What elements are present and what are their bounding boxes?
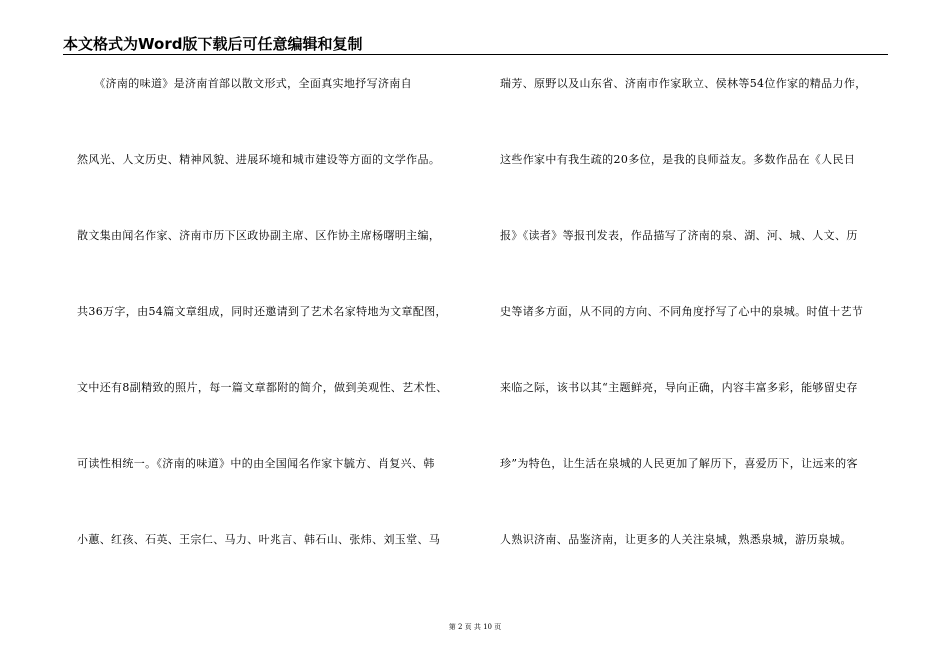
document-header-title: 本文格式为Word版下载后可任意编辑和复制 — [63, 35, 363, 53]
text-line: 珍”为特色，让生活在泉城的人民更加了解历下，喜爱历下，让远来的客 — [500, 457, 858, 470]
text-line: 瑞芳、原野以及山东省、济南市作家耿立、侯林等54位作家的精品力作， — [500, 77, 867, 90]
text-line: 报》《读者》等报刊发表，作品描写了济南的泉、湖、河、城、人文、历 — [500, 229, 858, 242]
text-line: 这些作家中有我生疏的20多位，是我的良师益友。多数作品在《人民日 — [500, 153, 856, 166]
text-line: 散文集由闻名作家、济南市历下区政协副主席、区作协主席杨曙明主编， — [77, 229, 441, 242]
right-text-column — [500, 76, 894, 608]
text-line: 《济南的味道》是济南首部以散文形式，全面真实地抒写济南自 — [77, 77, 412, 90]
text-line: 可读性相统一。《济南的味道》中的由全国闻名作家卞毓方、肖复兴、韩 — [77, 457, 435, 470]
text-line: 共36万字，由54篇文章组成，同时还邀请到了艺术名家特地为文章配图， — [77, 305, 447, 318]
header-divider — [63, 54, 888, 55]
left-text-column — [77, 76, 471, 608]
text-line: 史等诸多方面，从不同的方向、不同角度抒写了心中的泉城。时值十艺节 — [500, 305, 864, 318]
text-line: 文中还有8副精致的照片，每一篇文章都附的简介，做到美观性、艺术性、 — [77, 381, 448, 394]
text-line: 然风光、人文历史、精神风貌、进展环境和城市建设等方面的文学作品。 — [77, 153, 441, 166]
text-line: 来临之际，该书以其“主题鲜亮，导向正确，内容丰富多彩，能够留史存 — [500, 381, 858, 394]
text-line: 人熟识济南、品鉴济南，让更多的人关注泉城，熟悉泉城，游历泉城。 — [500, 533, 852, 546]
text-line: 小蕙、红孩、石英、王宗仁、马力、叶兆言、韩石山、张炜、刘玉堂、马 — [77, 533, 441, 546]
page-number-footer: 第 2 页 共 10 页 — [448, 623, 502, 631]
